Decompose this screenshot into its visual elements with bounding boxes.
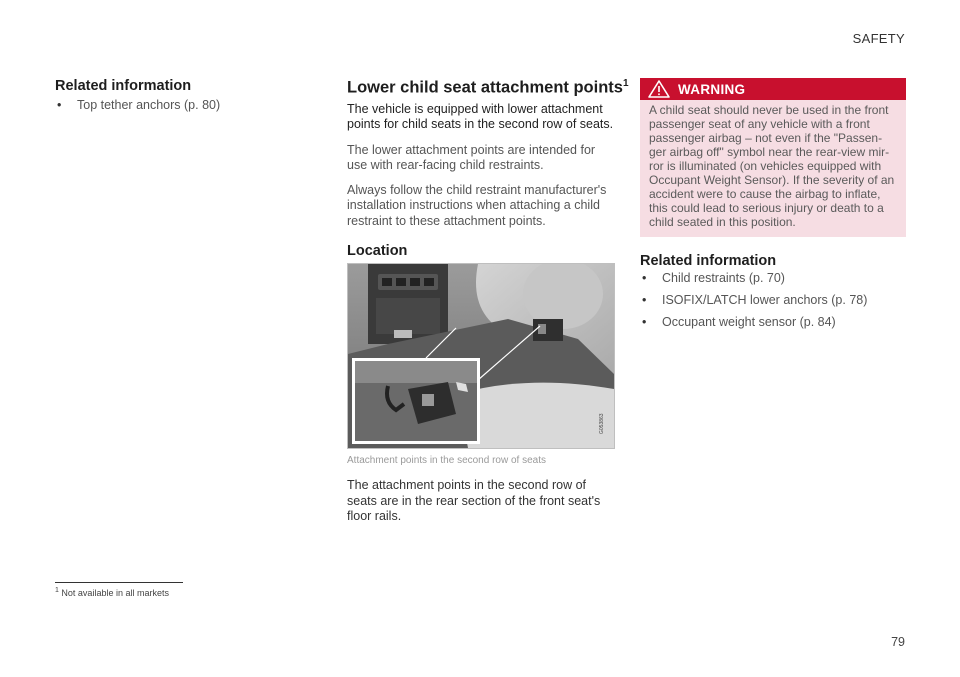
related-link[interactable]: Child restraints (p. 70) <box>662 271 785 285</box>
page-title <box>347 78 629 98</box>
right-related-list <box>640 271 906 330</box>
left-related-title: Related information <box>55 78 192 94</box>
related-link[interactable]: Occupant weight sensor (p. 84) <box>662 315 836 329</box>
footnote-divider <box>55 582 183 583</box>
related-link[interactable]: Top tether anchors (p. 80) <box>77 98 221 112</box>
intro-text: The vehicle is equipped with lower attachment points for child seats in the second row of seats. <box>347 101 614 131</box>
photo-illustration <box>348 264 614 448</box>
body-paragraph: The lower attachment points are intended for use with rear-facing child restraints. <box>347 142 596 172</box>
left-related-list <box>55 98 285 113</box>
footnote-text: Not available in all markets <box>61 588 169 598</box>
list-item[interactable] <box>640 271 906 286</box>
warning-title: WARNING <box>678 81 746 97</box>
list-item[interactable] <box>55 98 285 113</box>
warning-header <box>640 78 906 100</box>
list-item[interactable] <box>640 293 906 308</box>
location-title: Location <box>347 243 408 259</box>
footnote-marker: 1 <box>55 587 59 594</box>
left-column <box>55 78 285 120</box>
page-number: 79 <box>891 635 905 649</box>
footnote-ref: 1 <box>622 78 629 89</box>
body-paragraph: The attachment points in the second row of seats are in the rear section of the front seat's floor rails. <box>347 478 601 523</box>
warning-box <box>640 78 906 237</box>
right-column <box>640 78 906 337</box>
warning-triangle-icon <box>646 78 672 100</box>
bullet: • <box>642 271 647 285</box>
warning-text: A child seat should never be used in the front passenger seat of any vehicle with a front passenger airbag – not even if the "Passen-ger airbag off" symbol near the rear-view mir-ror is illuminated (on vehicles equipped with Occupant Weight Sensor). If the severity of an accident were to cause the airbag to inflate, this could lead to serious injury or death to a child seated in this position. <box>640 100 906 237</box>
figure-caption: Attachment points in the second row of seats <box>347 455 546 466</box>
bullet: • <box>642 293 647 307</box>
bullet: • <box>642 315 647 329</box>
body-paragraph: Always follow the child restraint manufacturer's installation instructions when attaching a child restraint to these attachment points. <box>347 182 607 228</box>
right-related-title: Related information <box>640 253 777 269</box>
footnote <box>55 587 169 598</box>
list-item[interactable] <box>640 315 906 330</box>
attachment-points-photo <box>347 263 615 449</box>
middle-column <box>347 78 629 534</box>
related-link[interactable]: ISOFIX/LATCH lower anchors (p. 78) <box>662 293 868 307</box>
figure-code: G053863 <box>599 413 605 434</box>
bullet: • <box>57 98 62 112</box>
page-title-text: Lower child seat attachment points <box>347 78 623 97</box>
section-header: SAFETY <box>852 31 905 46</box>
